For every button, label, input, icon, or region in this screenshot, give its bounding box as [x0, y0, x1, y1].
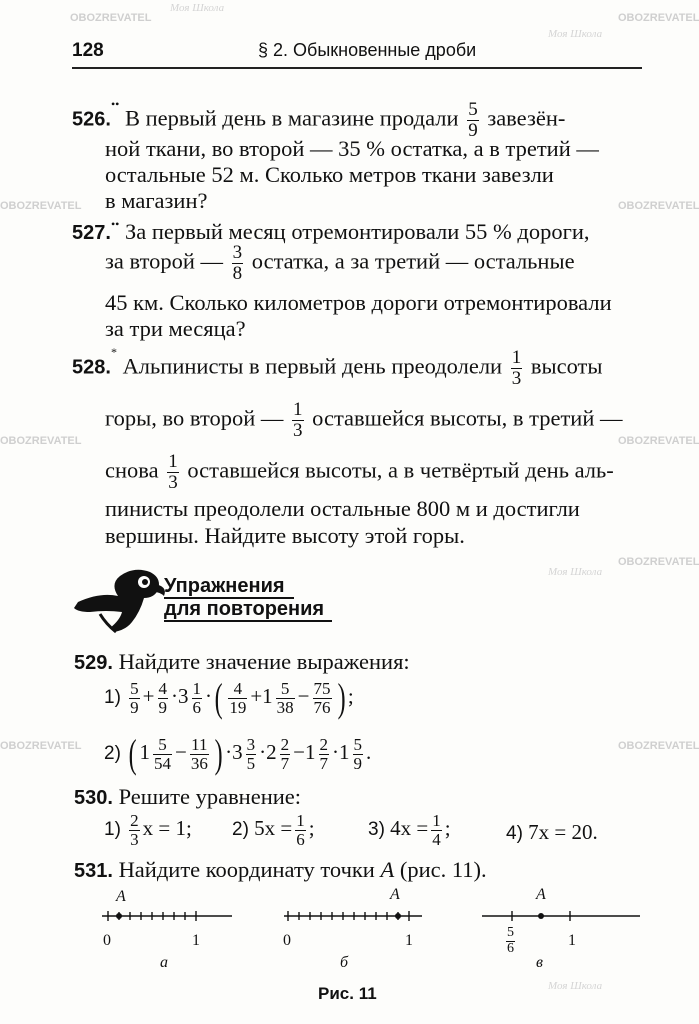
equation-4: 4) 7x = 20.: [506, 820, 598, 844]
point-label: A: [390, 886, 400, 903]
problem-text: вершины. Найдите высоту этой горы.: [105, 523, 465, 548]
point-name: A: [380, 857, 395, 882]
problem-number: 529.: [74, 652, 113, 674]
problem-text: (рис. 11).: [399, 857, 487, 882]
banner-title: Упражнения: [164, 575, 285, 597]
fraction: $\frac{1}{3}$: [293, 399, 303, 441]
problem-text: снова: [105, 457, 159, 483]
number-line-c: [480, 904, 645, 928]
difficulty-mark: ••: [110, 217, 120, 231]
problem-text: завезён-: [487, 105, 566, 131]
problem-text: За первый месяц отремонтировали 55 % дороги,: [124, 219, 590, 244]
watermark-brand: OBOZREVATEL: [0, 200, 82, 212]
problem-text: ной ткани, во второй — 35 % остатка, а в третий —: [105, 136, 599, 161]
banner-subtitle: для повторения: [164, 598, 325, 620]
problem-text: высоты: [530, 353, 603, 379]
item-number: 2): [104, 742, 121, 764]
fraction: $\frac{1}{3}$: [168, 451, 178, 493]
subfigure-label: б: [340, 954, 349, 971]
problem-number: 527.: [72, 222, 111, 244]
fraction: $\frac{5}{9}$: [468, 99, 478, 141]
problem-text: Решите уравнение:: [118, 784, 302, 809]
problem-number: 528.: [72, 356, 111, 379]
number-line-b: [282, 904, 432, 928]
problem-text: оставшейся высоты, а в четвёртый день аль-: [187, 457, 614, 483]
item-number: 1): [104, 686, 121, 708]
watermark-school: Моя Школа: [548, 980, 603, 992]
watermark-brand: OBOZREVATEL: [618, 200, 699, 212]
problem-text: пинисты преодолели остальные 800 м и достигли: [105, 496, 580, 521]
watermark-brand: OBOZREVATEL: [70, 12, 152, 24]
fraction: $\frac{3}{8}$: [232, 242, 243, 284]
watermark-brand: OBOZREVATEL: [0, 740, 82, 752]
problem-text: остальные 52 м. Сколько метров ткани завезли: [105, 162, 554, 187]
problem-text: в магазин?: [105, 188, 208, 213]
tick-label-fraction: $\frac{5}{6}$: [507, 925, 514, 956]
problem-number: 526.: [72, 108, 111, 131]
watermark-brand: OBOZREVATEL: [618, 435, 699, 447]
watermark-brand: OBOZREVATEL: [0, 435, 82, 447]
problem-text: горы, во второй —: [105, 405, 284, 431]
problem-text: остатка, а за третий — остальные: [251, 248, 575, 274]
problem-text: оставшейся высоты, в третий —: [312, 405, 623, 431]
difficulty-mark: ••: [110, 97, 120, 111]
header-rule: [72, 67, 642, 69]
tick-label: 1: [568, 932, 576, 949]
problem-text: Альпинисты в первый день преодолели: [122, 353, 503, 379]
number-line-a: [100, 904, 240, 928]
page-number: 128: [72, 40, 104, 61]
tick-label: 1: [192, 932, 200, 949]
equation-3: 3) 4x = $\frac{1}{4}$ ;: [368, 811, 451, 849]
problem-number: 530.: [74, 787, 113, 809]
point-label: A: [536, 886, 546, 903]
expression-1: 1) $\frac{5}{9}$ + $\frac{4}{9}$ ·3 $\frac{1}{6}$ ·( $\frac{4}{19}$ +1 $\frac{5}{38}$ − $\frac{75}{76}$ ) ;: [104, 675, 354, 720]
point-label: A: [116, 888, 126, 905]
problem-number: 531.: [74, 860, 113, 882]
figure-caption: Рис. 11: [318, 984, 377, 1003]
equation-2: 2) 5x = $\frac{1}{6}$ ;: [232, 811, 315, 849]
fraction: $\frac{1}{3}$: [511, 347, 522, 389]
expression-2: 2) ( 1 $\frac{5}{54}$ − $\frac{11}{36}$ ) ·3 $\frac{3}{5}$ ·2 $\frac{2}{7}$ −1 $\frac{2}{7}$ ·1 $\frac{5}{9}$ .: [104, 731, 372, 776]
problem-text: за три месяца?: [105, 316, 246, 341]
watermark-school: Моя Школа: [548, 566, 603, 578]
problem-text: В первый день в магазине продали: [124, 105, 459, 131]
problem-text: 45 км. Сколько километров дороги отремонтировали: [105, 290, 612, 315]
problem-text: за второй —: [105, 248, 224, 274]
parrot-icon: [70, 562, 170, 634]
tick-label: 1: [405, 932, 413, 949]
problem-text: Найдите значение выражения:: [118, 649, 410, 674]
watermark-school: Моя Школа: [548, 28, 603, 40]
watermark-brand: OBOZREVATEL: [618, 740, 699, 752]
subfigure-label: в: [536, 954, 543, 971]
problem-text: Найдите координату точки: [118, 857, 375, 882]
tick-label: 0: [283, 932, 291, 949]
section-title: § 2. Обыкновенные дроби: [258, 40, 477, 60]
watermark-brand: OBOZREVATEL: [618, 556, 699, 568]
watermark-school: Моя Школа: [170, 2, 225, 14]
difficulty-mark: *: [110, 345, 117, 359]
tick-label: 0: [103, 932, 111, 949]
equation-1: 1) $\frac{2}{3}$ x = 1;: [104, 811, 192, 849]
subfigure-label: а: [160, 954, 168, 971]
watermark-brand: OBOZREVATEL: [618, 12, 699, 24]
banner-rule: [164, 620, 332, 622]
